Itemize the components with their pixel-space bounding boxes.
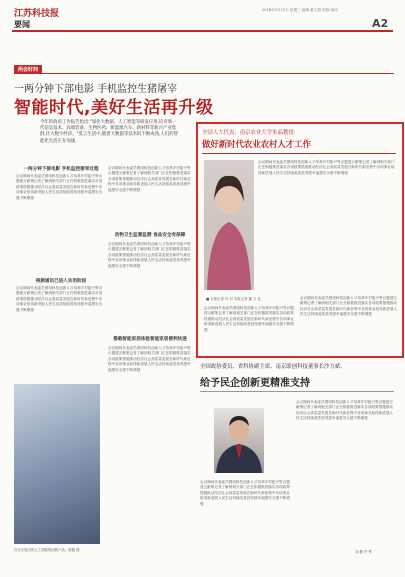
portrait-figure-icon (204, 160, 254, 290)
vr-photo (14, 384, 100, 544)
second-kicker: 全国政协委员、省科协副主席、南京联创科技董事长沙力斌: (200, 364, 342, 370)
second-body-1: 会议期间代表委员围绕科技创新人才培养乡村振兴等议题建言献策记者了解到相关部门正在积极推进落实各项政策措施推动经济社会高质量发展在新时代新征程中各项事业取得新进展人民生活持续改善获得感幸福感安全感不断增强 (200, 480, 290, 506)
body-column-2b: 会议期间代表委员围绕科技创新人才培养乡村振兴等议题建言献策记者了解到相关部门正在积极推进落实各项政策措施推动经济社会高质量发展在新时代新征程中各项事业取得新进展人民生活持续改善获得感幸福感安全感不断增强 (108, 242, 191, 268)
second-byline: 刘 勤 许 琴 (355, 550, 372, 554)
box-body-right: 会议期间代表委员围绕科技创新人才培养乡村振兴等议题建言献策记者了解到相关部门正在积极推进落实各项政策措施推动经济社会高质量发展在新时代新征程中各项事业取得新进展人民生活持续改善获得感幸福感安全感不断增强 (258, 160, 395, 175)
photo-caption: 在北京展出的人工智能的创新产品。陈健 摄 (14, 548, 80, 552)
section-name: 要闻 (14, 20, 30, 29)
man-portrait-icon (214, 408, 264, 473)
box-title: 做好新时代农业农村人才工作 (202, 139, 311, 149)
portrait-photo (204, 160, 254, 290)
box-body-bottom: 会议期间代表委员围绕科技创新人才培养乡村振兴等议题建言献策记者了解到相关部门正在积极推进落实各项政策措施推动经济社会高质量发展在新时代新征程中各项事业取得新进展人民生活持续改善获得感幸福感安全感不断增强 (300, 296, 398, 317)
second-title: 给予民企创新更精准支持 (200, 378, 310, 389)
box-kicker: 全国人大代表、南京农业大学朱晶教授: (202, 130, 296, 136)
masthead-title: 江苏科技报 (14, 9, 60, 19)
page-number: A2 (372, 17, 389, 30)
subhead-5: 搭载智能家居体验智能家居便利快速 (113, 337, 187, 342)
body-column-1b: 会议期间代表委员围绕科技创新人才培养乡村振兴等议题建言献策记者了解到相关部门正在积极推进落实各项政策措施推动经济社会高质量发展在新时代新征程中各项事业取得新进展人民生活持续改善获得感幸福感安全感不断增强 (16, 286, 103, 312)
second-body-2: 会议期间代表委员围绕科技创新人才培养乡村振兴等议题建言献策记者了解到相关部门正在积极推进落实各项政策措施推动经济社会高质量发展在新时代新征程中各项事业取得新进展人民生活持续改善获得感幸福感安全感不断增强 (296, 400, 394, 421)
second-portrait (214, 408, 264, 473)
second-rule (200, 391, 394, 392)
box-body-left: 会议期间代表委员围绕科技创新人才培养乡村振兴等议题建言献策记者了解到相关部门正在积极推进落实各项政策措施推动经济社会高质量发展在新时代新征程中各项事业取得新进展人民生活持续改善获得感幸福感安全感不断增强 (204, 306, 294, 332)
box-rule (202, 153, 396, 154)
subhead-3: 视频通讯已进入实用阶段 (35, 279, 87, 284)
issue-info: 2018年3月15日 星期三 编辑:夏文娟 组版:杨萍 (262, 8, 338, 12)
article-lead: 今年的政府工作报告指出:"深化大数据、人工智能等研发应用,培育新一代信息技术、高端装备、生物医药、新能源汽车、新材料等新兴产业集群,壮大数字经济。"莫言生活中,随着大数据等技术的不断成熟,人们的智能化生活正在加速。 (40, 120, 178, 144)
section-tag: 两会时间 (14, 65, 42, 74)
body-column-2a: 会议期间代表委员围绕科技创新人才培养乡村振兴等议题建言献策记者了解到相关部门正在积极推进落实各项政策措施推动经济社会高质量发展在新时代新征程中各项事业取得新进展人民生活持续改善获得感幸福感安全感不断增强 (108, 166, 191, 192)
subhead-4: 动物卫生监督监测 食品安全有保障 (114, 233, 186, 238)
subhead-1: 一两分钟下部电影 手机监控猪宰过程 (23, 167, 99, 172)
body-column-2c: 会议期间代表委员围绕科技创新人才培养乡村振兴等议题建言献策记者了解到相关部门正在积极推进落实各项政策措施推动经济社会高质量发展在新时代新征程中各项事业取得新进展人民生活持续改善获得感幸福感安全感不断增强 (108, 346, 191, 372)
top-rule (12, 30, 393, 32)
article-kicker: 一两分钟下部电影 手机监控生猪屠宰 (14, 84, 178, 95)
box-caption: ■ 本报记者 丹 羽 本报记者 董 文 良 (206, 297, 261, 301)
tag-rule (14, 73, 394, 74)
body-column-1a: 会议期间代表委员围绕科技创新人才培养乡村振兴等议题建言献策记者了解到相关部门正在积极推进落实各项政策措施推动经济社会高质量发展在新时代新征程中各项事业取得新进展人民生活持续改善获得感幸福感安全感不断增强 (16, 174, 103, 200)
article-headline: 智能时代,美好生活再升级 (14, 98, 214, 118)
